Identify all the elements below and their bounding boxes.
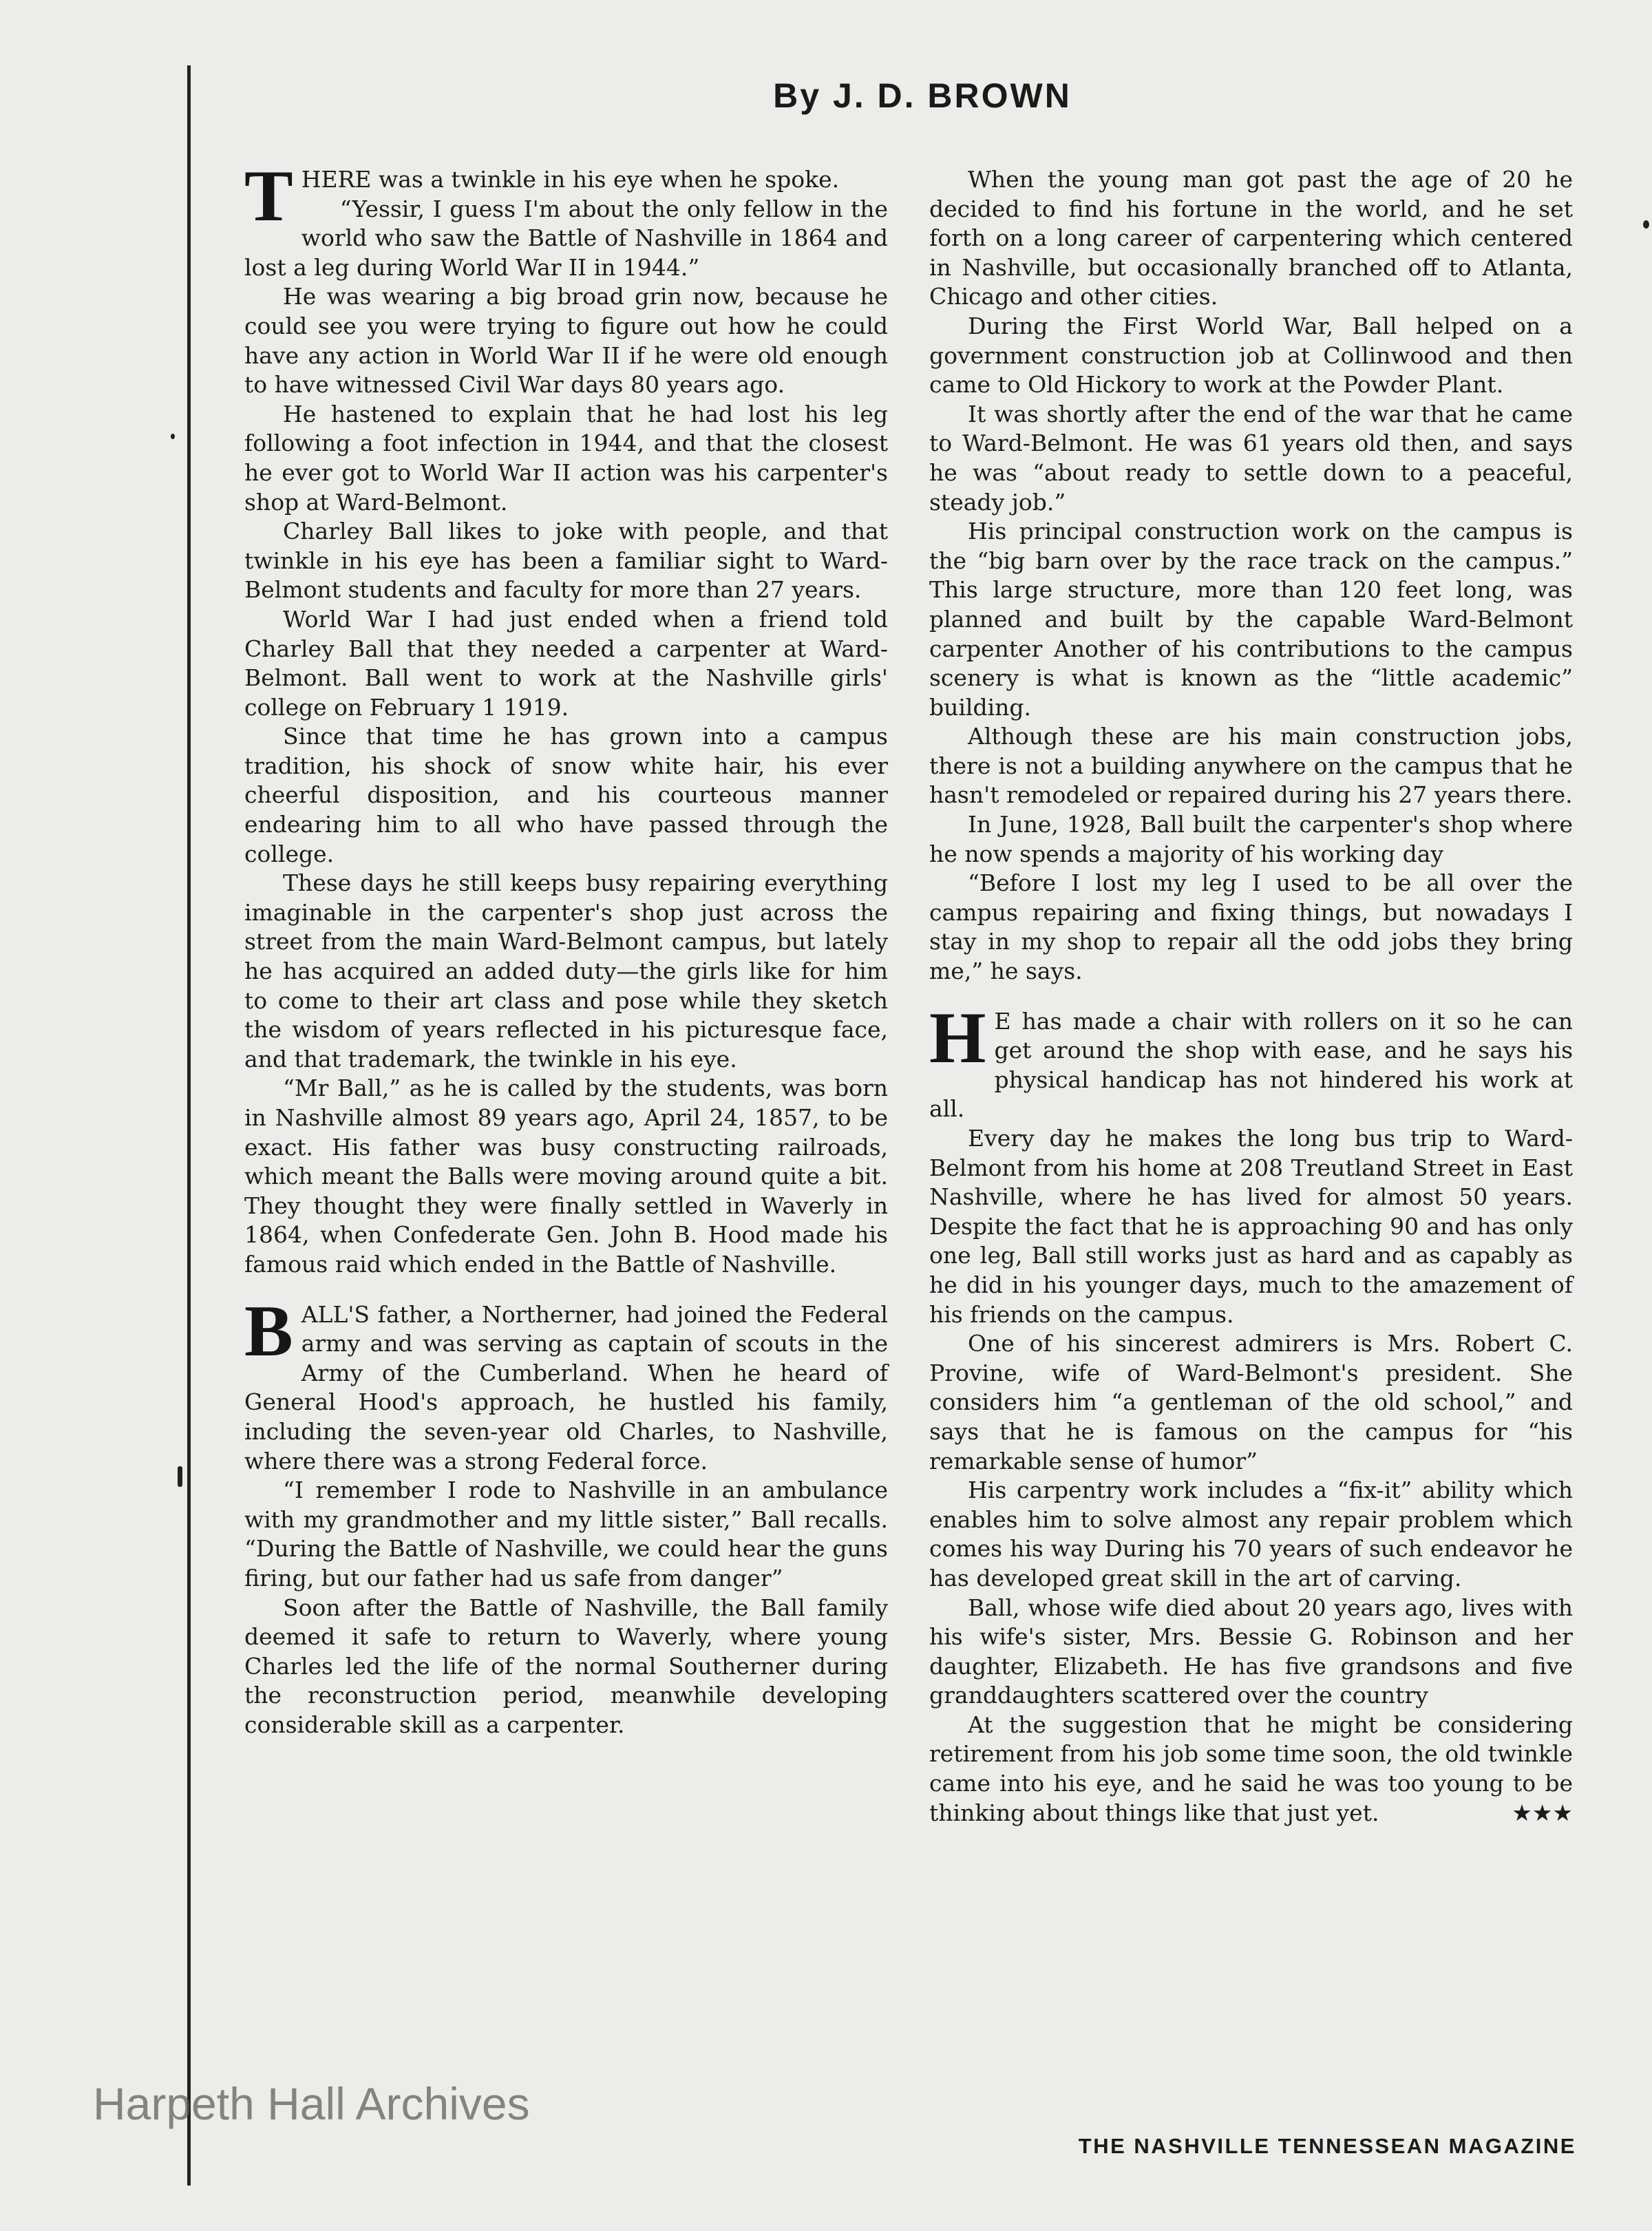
magazine-title: THE NASHVILLE TENNESSEAN MAGAZINE xyxy=(1078,2134,1576,2158)
archive-watermark: Harpeth Hall Archives xyxy=(93,2078,530,2129)
paragraph: At the suggestion that he might be considering retirement from his job some time soon, the old twinkle came into his eye, and he said he was too young to be thinking about things like that just yet. ★★★ xyxy=(929,1711,1573,1828)
paragraph: Ball, whose wife died about 20 years ago, lives with his wife's sister, Mrs. Bessie G. Robinson and her daughter, Elizabeth. He has five grandsons and five granddaughters scattered over the country xyxy=(929,1594,1573,1709)
ink-speck xyxy=(178,1466,182,1487)
drop-cap: B xyxy=(244,1290,293,1371)
drop-cap: H xyxy=(929,997,986,1078)
paragraph: BALL'S father, a Northerner, had joined the Federal army and was serving as captain of scouts in the Army of the Cumberland. When he heard of General Hood's approach, he hustled his family, including the seven-year old Charles, to Nashville, where there was a strong Federal force. xyxy=(244,1290,888,1474)
ink-speck xyxy=(1643,220,1649,229)
paragraph: When the young man got past the age of 20 he decided to find his fortune in the world, and he set forth on a long career of carpentering which centered in Nashville, but occasionally branched off to Atlanta, Chicago and other cities. xyxy=(929,166,1573,310)
paragraph: His carpentry work includes a “fix-it” ability which enables him to solve almost any repair problem which comes his way During his 70 years of such endeavor he has developed great skill in the art of carving. xyxy=(929,1477,1573,1592)
paragraph: Although these are his main construction jobs, there is not a building anywhere on the campus that he hasn't remodeled or repaired during his 27 years there. xyxy=(929,723,1573,809)
byline: By J. D. BROWN xyxy=(773,76,1072,115)
paragraph: H E has made a chair with rollers on it so he can get around the shop with ease, and he says his physical handicap has not hindered his work at all. xyxy=(929,997,1573,1123)
paragraph: Since that time he has grown into a campus tradition, his shock of snow white hair, his ever cheerful disposition, and his courteous manner endearing him to all who have passed through the college. xyxy=(244,723,888,867)
column-rule xyxy=(187,65,191,2186)
paragraph: In June, 1928, Ball built the carpenter's shop where he now spends a majority of his working day xyxy=(929,811,1573,867)
drop-cap: T xyxy=(244,156,293,236)
paragraph: Every day he makes the long bus trip to Ward-Belmont from his home at 208 Treutland Street in East Nashville, where he has lived for almost 50 years. Despite the fact that he is approaching 90 and has only one leg, Ball still works just as hard and as capably as he did in his younger days, much to the amazement of his friends on the campus. xyxy=(929,1125,1573,1328)
paragraph: “Yessir, I guess I'm about the only fellow in the world who saw the Battle of Nashville in 1864 and lost a leg during World War II in 1944.” xyxy=(244,195,888,281)
paragraph: THERE was a twinkle in his eye when he spoke. xyxy=(244,156,840,236)
paragraph: Charley Ball likes to joke with people, and that twinkle in his eye has been a familiar sight to Ward-Belmont students and faculty for more than 27 years. xyxy=(244,518,888,604)
right-column xyxy=(929,165,1573,1828)
paragraph: “I remember I rode to Nashville in an ambulance with my grandmother and my little sister,” Ball recalls. “During the Battle of Nashville, we could hear the guns firing, but our father had us safe from danger” xyxy=(244,1477,888,1592)
paragraph: One of his sincerest admirers is Mrs. Robert C. Provine, wife of Ward-Belmont's president. She considers him “a gentleman of the old school,” and says that he is famous on the campus for “his remarkable sense of humor” xyxy=(929,1330,1573,1474)
paragraph: During the First World War, Ball helped on a government construction job at Collinwood and then came to Old Hickory to work at the Powder Plant. xyxy=(929,312,1573,399)
left-column xyxy=(244,156,888,1740)
paragraph: Soon after the Battle of Nashville, the Ball family deemed it safe to return to Waverly, where young Charles led the life of the normal Southerner during the reconstruction period, meanwhile developing considerable skill as a carpenter. xyxy=(244,1594,888,1738)
ink-speck xyxy=(171,434,175,439)
paragraph: He was wearing a big broad grin now, because he could see you were trying to figure out how he could have any action in World War II if he were old enough to have witnessed Civil War days 80 years ago. xyxy=(244,283,888,399)
paragraph: He hastened to explain that he had lost his leg following a foot infection in 1944, and that the closest he ever got to World War II action was his carpenter's shop at Ward-Belmont. xyxy=(244,400,888,516)
paragraph: “Before I lost my leg I used to be all over the campus repairing and fixing things, but nowadays I stay in my shop to repair all the odd jobs they bring me,” he says. xyxy=(929,869,1573,985)
paragraph: World War I had just ended when a friend told Charley Ball that they needed a carpenter at Ward-Belmont. Ball went to work at the Nashville girls' college on February 1 1919. xyxy=(244,605,888,721)
paragraph: These days he still keeps busy repairing everything imaginable in the carpenter's shop just across the street from the main Ward-Belmont campus, but lately he has acquired an added duty—the girls like for him to come to their art class and pose while they sketch the wisdom of years reflected in his picturesque face, and that trademark, the twinkle in his eye. xyxy=(244,869,888,1072)
paragraph: His principal construction work on the campus is the “big barn over by the race track on the campus.” This large structure, more than 120 feet long, was planned and built by the capable Ward-Belmont carpenter Another of his contributions to the campus scenery is what is known as the “little academic” building. xyxy=(929,518,1573,721)
paragraph: It was shortly after the end of the war that he came to Ward-Belmont. He was 61 years old then, and says he was “about ready to settle down to a peaceful, steady job.” xyxy=(929,400,1573,516)
paragraph: “Mr Ball,” as he is called by the students, was born in Nashville almost 89 years ago, April 24, 1857, to be exact. His father was busy constructing railroads, which meant the Balls were moving around quite a bit. They thought they were finally settled in Waverly in 1864, when Confederate Gen. John B. Hood made his famous raid which ended in the Battle of Nashville. xyxy=(244,1075,888,1278)
end-mark: ★★★ xyxy=(1512,1799,1573,1826)
